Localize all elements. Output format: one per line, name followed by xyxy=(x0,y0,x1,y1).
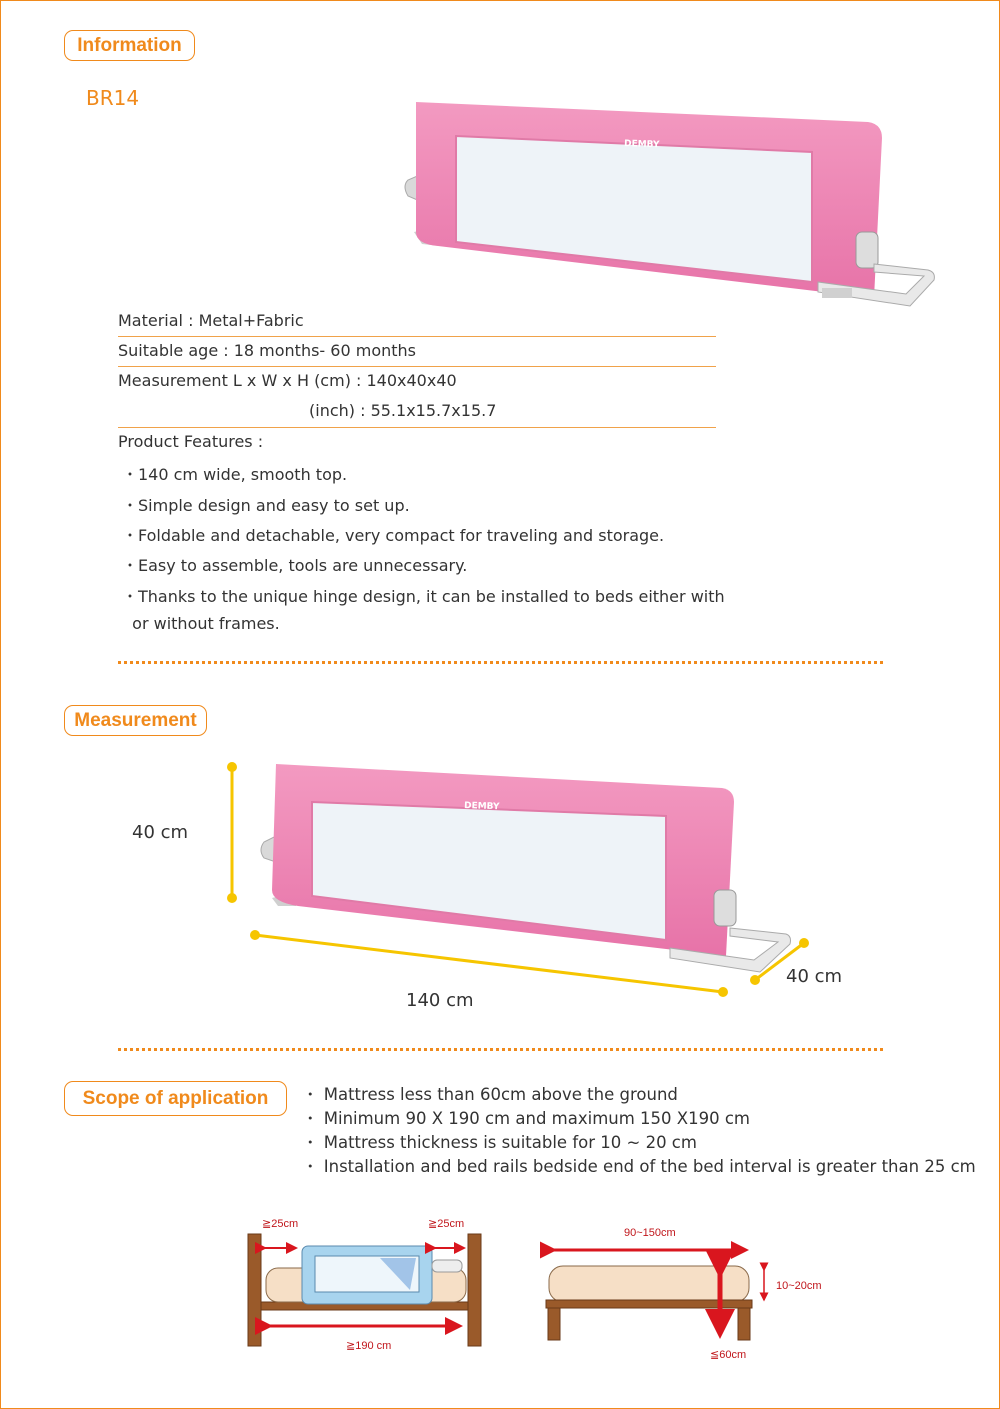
feature-item: ・Simple design and easy to set up. xyxy=(122,496,410,515)
measurement-heading: Measurement xyxy=(64,705,207,736)
scope-item: ・ Installation and bed rails bedside end of the bed interval is greater than 25 cm xyxy=(302,1157,976,1176)
feature-item: ・Foldable and detachable, very compact for traveling and storage. xyxy=(122,526,665,545)
width-range-label: 90~150cm xyxy=(624,1227,676,1239)
spec-divider xyxy=(118,336,716,337)
spec-material: Material : Metal+Fabric xyxy=(118,311,304,330)
bed-size-diagram xyxy=(540,1218,840,1366)
bed-length-label: ≧190 cm xyxy=(346,1340,392,1352)
width-label: 40 cm xyxy=(786,966,843,987)
scope-heading: Scope of application xyxy=(64,1081,287,1116)
feature-item: or without frames. xyxy=(122,614,280,633)
scope-item: ・ Minimum 90 X 190 cm and maximum 150 X190 cm xyxy=(302,1109,750,1128)
length-label: 140 cm xyxy=(406,990,474,1011)
thickness-label: 10~20cm xyxy=(776,1280,822,1292)
scope-item: ・ Mattress thickness is suitable for 10 ~ 20 cm xyxy=(302,1133,697,1152)
feature-item: ・Easy to assemble, tools are unnecessary. xyxy=(122,556,468,575)
gap-right-label: ≧25cm xyxy=(428,1218,465,1230)
gap-left-label: ≧25cm xyxy=(262,1218,299,1230)
bed-gap-diagram xyxy=(240,1208,490,1358)
dotted-divider xyxy=(118,1048,883,1051)
height-label: 40 cm xyxy=(132,822,189,843)
spec-measurement-cm: Measurement L x W x H (cm) : 140x40x40 xyxy=(118,371,457,390)
spec-divider xyxy=(118,366,716,367)
measurement-diagram xyxy=(220,750,820,1010)
information-heading: Information xyxy=(64,30,195,61)
spec-measurement-inch: (inch) : 55.1x15.7x15.7 xyxy=(309,401,497,420)
feature-item: ・140 cm wide, smooth top. xyxy=(122,465,348,484)
scope-item: ・ Mattress less than 60cm above the ground xyxy=(302,1085,678,1104)
model-number: BR14 xyxy=(86,86,140,110)
height-limit-label: ≦60cm xyxy=(710,1349,747,1361)
features-title: Product Features : xyxy=(118,432,264,451)
spec-divider xyxy=(118,427,716,428)
brand-logo: DEMBY xyxy=(463,801,500,813)
feature-item: ・Thanks to the unique hinge design, it can be installed to beds either with xyxy=(122,587,725,606)
spec-age: Suitable age : 18 months- 60 months xyxy=(118,341,416,360)
bed-rail-product-image xyxy=(398,92,938,314)
brand-logo: DEMBY xyxy=(623,139,660,151)
dotted-divider xyxy=(118,661,883,664)
